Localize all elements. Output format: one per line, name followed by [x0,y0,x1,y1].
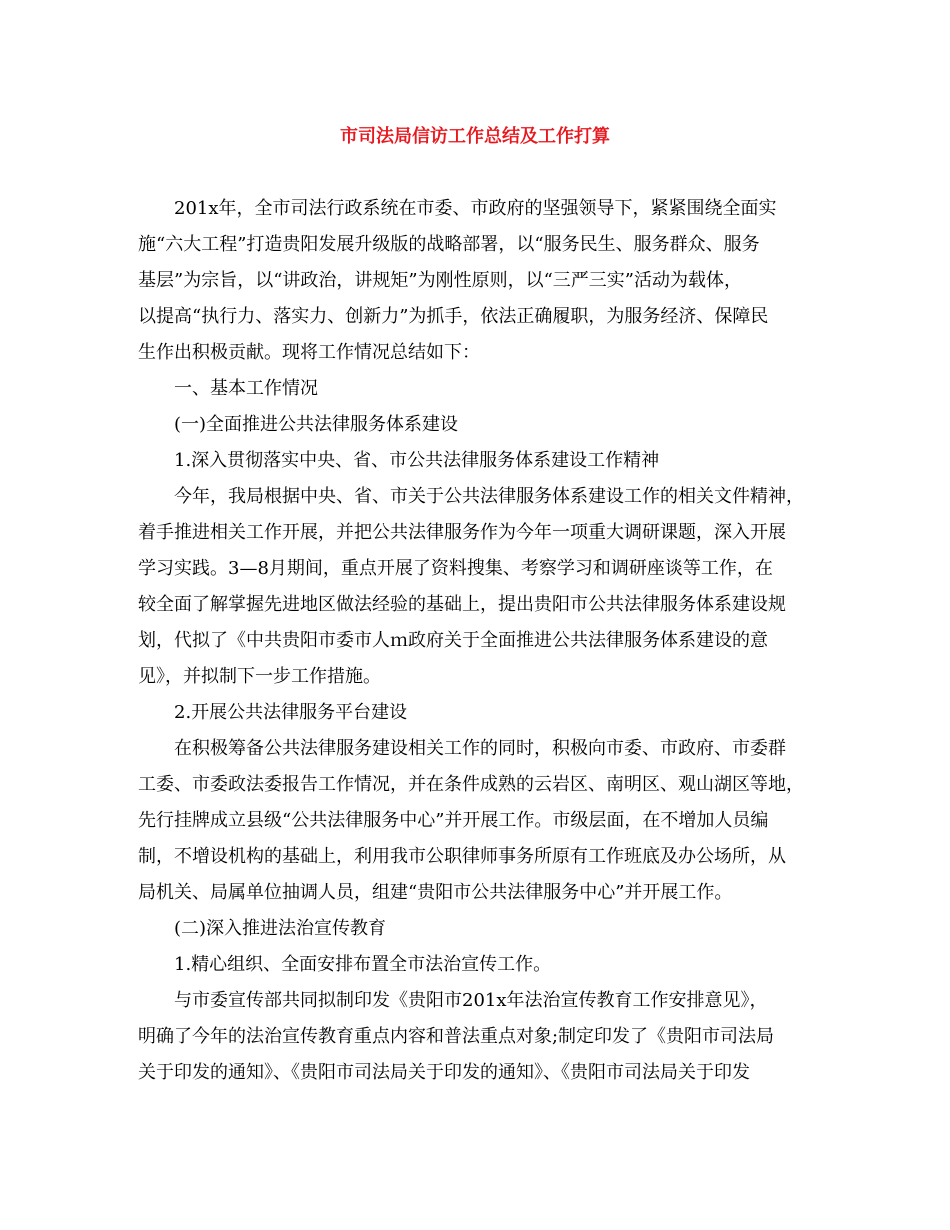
body-line: 以提高“执行力、落实力、创新力”为抓手，依法正确履职，为服务经济、保障民 [138,306,769,327]
body-line: 生作出积极贡献。现将工作情况总结如下： [138,342,480,363]
body-line: 局机关、局属单位抽调人员，组建“贵阳市公共法律服务中心”并开展工作。 [138,882,733,903]
body-line: 学习实践。3—8月期间，重点开展了资料搜集、考察学习和调研座谈等工作，在 [138,558,773,579]
body-line: 明确了今年的法治宣传教育重点内容和普法重点对象;制定印发了《贵阳市司法局 [138,1026,775,1047]
body-line: 工委、市委政法委报告工作情况，并在条件成熟的云岩区、南明区、观山湖区等地， [138,774,804,795]
body-line: 着手推进相关工作开展，并把公共法律服务作为今年一项重大调研课题，深入开展 [138,522,786,543]
item-heading: 1.深入贯彻落实中央、省、市公共法律服务体系建设工作精神 [174,450,660,471]
body-line: 先行挂牌成立县级“公共法律服务中心”并开展工作。市级层面，在不增加人员编 [138,810,769,831]
body-line: 在积极筹备公共法律服务建设相关工作的同时，积极向市委、市政府、市委群 [174,738,786,759]
body-line: 201x年，全市司法行政系统在市委、市政府的坚强领导下，紧紧围绕全面实 [174,198,777,219]
body-line: 施“六大工程”打造贵阳发展升级版的战略部署，以“服务民生、服务群众、服务 [138,234,760,255]
item-heading: 2.开展公共法律服务平台建设 [174,702,408,723]
body-line: 今年，我局根据中央、省、市关于公共法律服务体系建设工作的相关文件精神， [174,486,804,507]
body-line: 划，代拟了《中共贵阳市委市人ｍ政府关于全面推进公共法律服务体系建设的意 [138,630,768,651]
body-line: 关于印发的通知》、《贵阳市司法局关于印发的通知》、《贵阳市司法局关于印发 [138,1062,750,1083]
body-line: 较全面了解掌握先进地区做法经验的基础上，提出贵阳市公共法律服务体系建设规 [138,594,786,615]
body-line: 基层”为宗旨，以“讲政治，讲规矩”为刚性原则，以“三严三实”活动为载体， [138,270,743,291]
body-line: 见》，并拟制下一步工作措施。 [138,666,381,687]
section-heading: 一、基本工作情况 [174,378,318,399]
body-line: 与市委宣传部共同拟制印发《贵阳市201x年法治宣传教育工作安排意见》， [174,990,768,1011]
body-line: 制，不增设机构的基础上，利用我市公职律师事务所原有工作班底及办公场所，从 [138,846,786,867]
item-heading: 1.精心组织、全面安排布置全市法治宣传工作。 [174,954,552,975]
subsection-heading: (一)全面推进公共法律服务体系建设 [174,414,459,435]
subsection-heading: (二)深入推进法治宣传教育 [174,918,387,939]
document-title: 市司法局信访工作总结及工作打算 [340,126,610,147]
